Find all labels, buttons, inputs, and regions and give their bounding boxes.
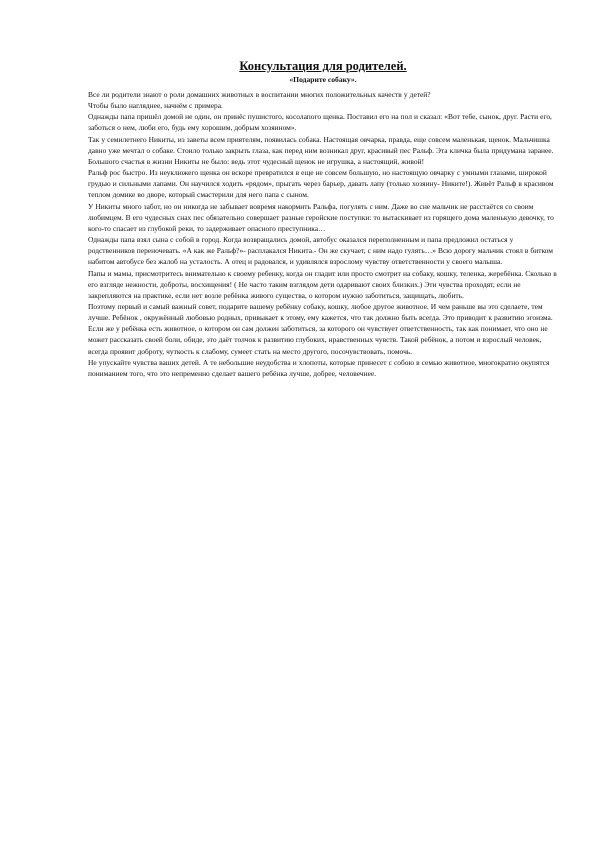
paragraph-4: Так у семилетнего Никиты, из заветы всем приятелям, появилась собака. Настоящая овчарка, правда, еще совсем маленькая, щенок. Мальчишка давно уже мечтал о собаке. Стоило только закрыть глаза, как перед ним возникал друг, красивый пес Ральф. Эта кличка была придумана заранее. — [88, 134, 554, 155]
document-subtitle: «Подарите собаку». — [289, 75, 357, 84]
paragraph-10: Поэтому первый и самый важный совет, подарите вашему ребёнку собаку, кошку, любое другое животное. И чем раньше вы это сделаете, тем лучше. Ребёнок , окружённый любовью родных, привыкает к этому, ему кажется, что так должно быть всегда. Это приводит к развитию эгоизма. Если же у ребёнка есть животное, о котором он сам должен заботиться, за которого он чувствует ответственность, так как понимает, что оно не может рассказать своей боли, обиде, это даёт толчок к развитию глубоких, нравственных чувств. Такой ребёнок, а потом и взрослый человек, всегда проявит доброту, чуткость к слабому, сумеет стать на место другого, посочувствовать, помочь. — [88, 301, 553, 356]
paragraph-8: Однажды папа взял сына с собой в город. Когда возвращались домой, автобус оказался переполненным и папа предложил остаться у родственников переночевать. «А как же Ральф?»- расплакался Никита.- Он же скучает, с ним надо гулять…» Всю дорогу мальчик стоял в битком набитом автобусе без жалоб на усталость. А отец и радовался, и удивлялся взрослому чувству ответственности у своего малыша. — [88, 235, 553, 267]
paragraph-6: Ральф рос быстро. Из неуклюжего щенка он вскоре превратился в еще не совсем большую, но настоящую овчарку с умными глазами, широкой грудью и сильными лапами. Он научился ходить «рядом», прыгать через барьер, давать лапу (только хозяину- Никите!). Живёт Ральф в красивом теплом домике во дворе, который смастерили для него папа с сыном. — [88, 168, 554, 200]
paragraph-5: Большого счастья в жизни Никиты не было: ведь этот чудесный щенок не игрушка, а настоящий, живой! — [88, 156, 425, 166]
document-body — [88, 58, 558, 379]
document-title: Консультация для родителей. — [239, 59, 407, 73]
paragraph-9: Папы и мамы, присмотритесь внимательно к своему ребенку, когда он гладит или просто смотрит на собаку, кошку, теленка, жеребёнка. Сколько в его взгляде нежности, доброты, восхищения! ( Не часто таким взглядом дети одаривают своих близких.) Эти чувства проходят, если не закрепляются на практике, если нет возле ребёнка живого существа, о котором нужно заботиться, защищать, любить. — [88, 268, 557, 300]
paragraph-1: Все ли родители знают о роли домашних животных в воспитании многих положительных качеств у детей? — [88, 90, 431, 99]
paragraph-11: Не упускайте чувства ваших детей. А те небольшие неудобства и хлопоты, которые принесет с собою в семью животное, многократно окупятся пониманием того, что это непременно сделает вашего ребёнка лучше, добрее, человечнее. — [88, 357, 550, 378]
paragraph-3: Однажды папа пришёл домой не один, он принёс пушистого, косолапого щенка. Поставил его на пол и сказал: «Вот тебе, сынок, друг. Расти его, заботься о нем, люби его, будь ему хорошим, добрым хозяином». — [88, 112, 552, 133]
paragraph-2: Чтобы было нагляднее, начнём с примера. — [88, 101, 223, 111]
paragraph-7: У Никиты много забот, но он никогда не забывает вовремя накормить Ральфа, погулять с ним. Даже во сне мальчик не расстаётся со своим любимцем. В его чудесных снах пес обязательно совершает разные геройские поступки: то вытаскивает из горящего дома маленькую девочку, то кого-то спасает из глубокой реки, то задерживает опасного преступника… — [88, 201, 554, 233]
